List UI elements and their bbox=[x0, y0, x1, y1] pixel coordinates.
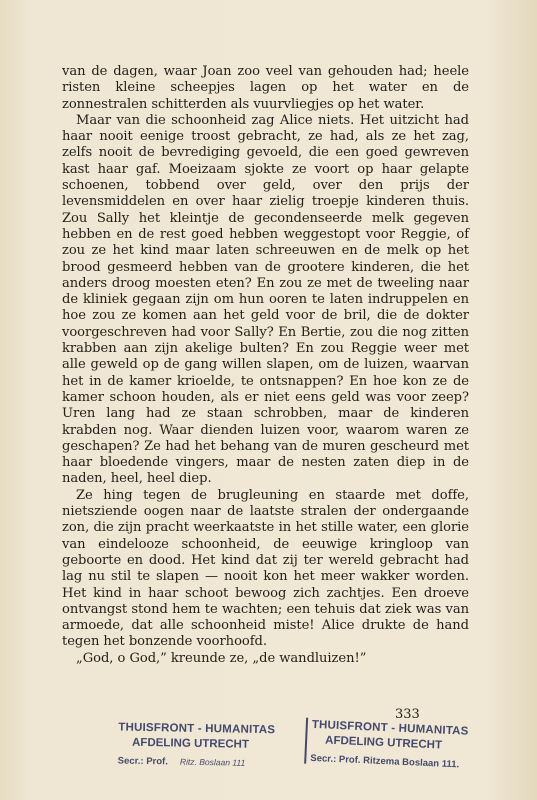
library-stamp-left bbox=[118, 721, 289, 772]
paragraph-4: „God, o God,” kreunde ze, „de wandluizen!” bbox=[76, 650, 367, 666]
paragraph-3: Ze hing tegen de brugleuning en staarde met doffe, nietsziende oogen naar de laatste stralen der ondergaande zon, die zijn pracht weerkaatste in het stille water, een glorie van eindelooze schoonheid, de eeuwige kringloop van geboorte en dood. Het kind dat zij ter wereld gebracht had lag nu stil te slapen — nooit kon het meer wakker worden. Het kind in haar schoot bewoog zich zachtjes. Een droeve ontvangst stond hem te wachten; een tehuis dat ziek was van armoede, dat alle schoonheid miste! Alice drukte de hand tegen het bonzende voorhoofd. bbox=[62, 487, 469, 650]
paragraph-1: van de dagen, waar Joan zoo veel van gehouden had; heele risten kleine scheepjes lagen op het water en de zonnestralen schitterden als vuurvliegjes op het water. bbox=[62, 64, 469, 112]
page-number: 333 bbox=[395, 707, 420, 722]
stamp-left-address bbox=[118, 754, 288, 772]
paragraph-2: Maar van die schoonheid zag Alice niets. Het uitzicht had haar nooit eenige troost gebracht, ze had, als ze het zag, zelfs nooit de bevrediging gevoeld, die een goed gewreven kast haar gaf. Moeizaam sjokte ze voort op haar gelapte schoenen, tobbend over geld, over den prijs der levensmiddelen en over haar zielig troepje kinderen thuis. Zou Sally het kleintje de gecondenseerde melk gegeven hebben en de rest goed hebben weggestopt voor Reggie, of zou ze het kind maar laten schreeuwen en de melk op het brood gesmeerd hebben van de grootere kinderen, die het anders droog moesten eten? En zou ze met de tweeling naar de kliniek gegaan zijn om hun ooren te laten indruppelen en hoe zou ze komen aan het geld voor de bril, die de dokter voorgeschreven had voor Sally? En Bertie, zou die nog zitten krabben aan zijn akelige bulten? En zou Reggie weer met alle geweld op de gang willen slapen, om de luizen, waarvan het in de kamer krioelde, te ontsnappen? En hoe kon ze de kamer schoon houden, als er niet eens geld was voor zeep? Uren lang had ze staan schrobben, maar de kinderen krabden nog. Waar dienden luizen voor, waarom waren ze geschapen? Ze had het behang van de muren gescheurd met haar bloedende vingers, maar de nesten zaten diep in de naden, heel, heel diep. bbox=[62, 112, 469, 487]
stamp-left-org: THUISFRONT - HUMANITAS bbox=[118, 721, 276, 737]
stamp-left-department: AFDELING UTRECHT bbox=[131, 736, 250, 751]
stamp-right-department: AFDELING UTRECHT bbox=[324, 734, 443, 752]
stamp-right-org: THUISFRONT - HUMANITAS bbox=[311, 718, 469, 738]
stamp-right-address: Secr.: Prof. Ritzema Boslaan 111. bbox=[310, 752, 460, 771]
stamp-left-secretary: Secr.: Prof. bbox=[117, 755, 168, 768]
library-stamp-right bbox=[310, 718, 502, 774]
stamp-left-street: Ritz. Boslaan 111 bbox=[179, 756, 246, 768]
body-text bbox=[62, 64, 469, 667]
stamp-right-bar bbox=[304, 718, 308, 764]
